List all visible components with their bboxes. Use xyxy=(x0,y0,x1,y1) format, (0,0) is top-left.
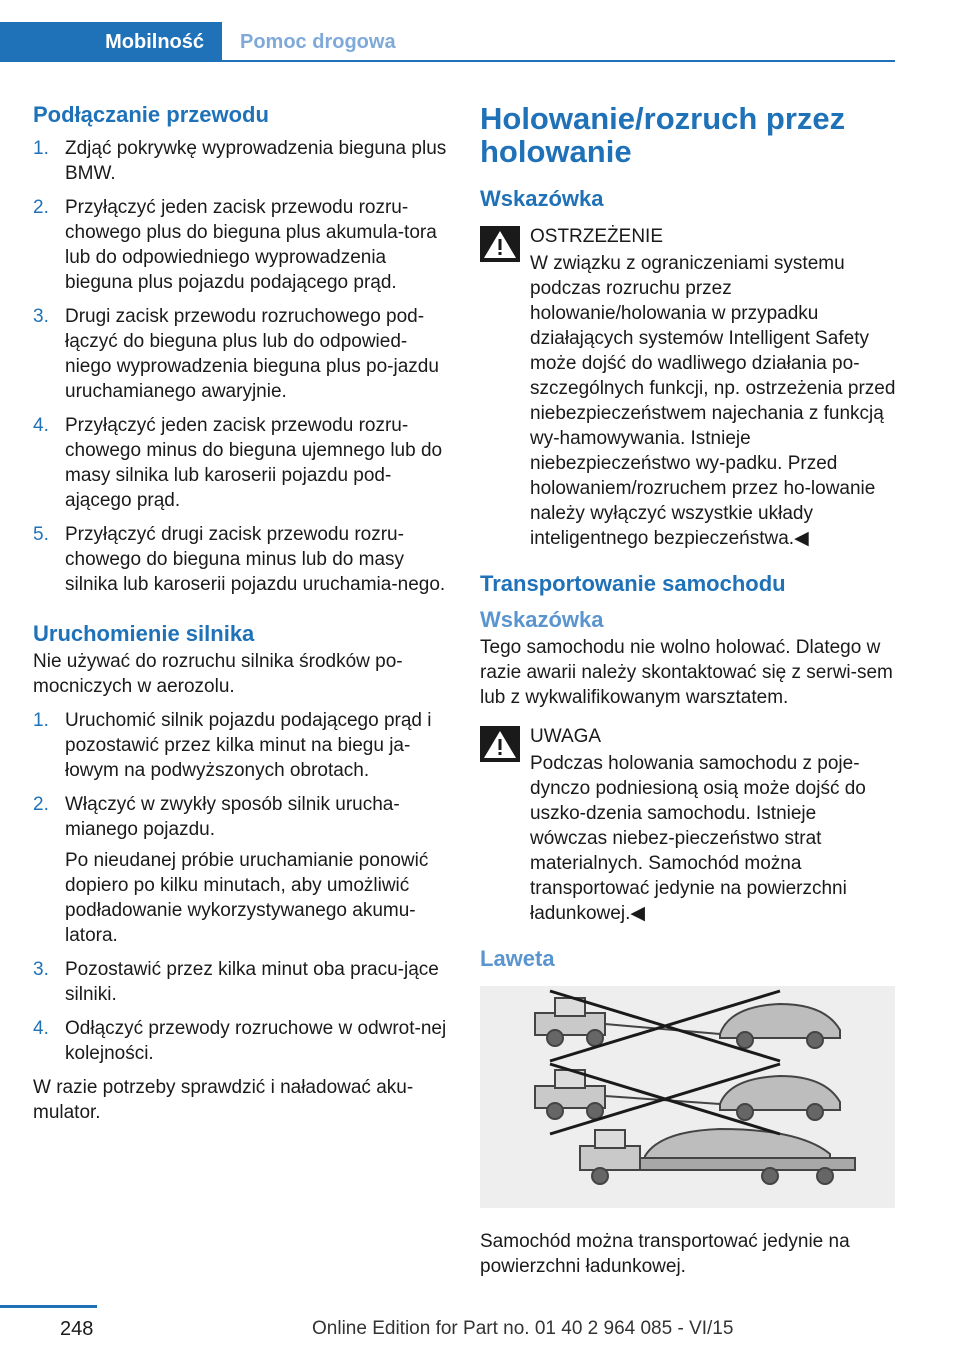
step-text: Włączyć w zwykły sposób silnik urucha-mianego pojazdu. xyxy=(65,794,400,840)
hint-text: Tego samochodu nie wolno holować. Dlatego w razie awarii należy skontaktować się z serwi-sem lub z wykwalifikowanym warsztatem. xyxy=(480,637,893,708)
step-number: 2. xyxy=(33,794,49,815)
warning-triangle-icon xyxy=(480,226,520,262)
list-item xyxy=(33,957,451,1007)
step-number: 4. xyxy=(33,415,49,436)
steps-list-2 xyxy=(33,708,451,1066)
footer-divider xyxy=(0,1305,97,1308)
warning-triangle-icon xyxy=(480,726,520,762)
step-text: Przyłączyć drugi zacisk przewodu rozru-chowego do bieguna minus lub do masy silnika lub karoserii pojazdu uruchamia-nego. xyxy=(65,524,446,595)
figure-caption: Samochód można transportować jedynie na powierzchni ładunkowej. xyxy=(480,1231,850,1277)
list-item xyxy=(33,136,451,186)
step-number: 4. xyxy=(33,1018,49,1039)
step-extra-text: Po nieudanej próbie uruchamianie ponowić dopiero po kilku minutach, aby umożliwić podładowanie wykorzystywanego akumu-latora. xyxy=(65,850,429,946)
section-intro: Nie używać do rozruchu silnika środków po-mocniczych w aerozolu. xyxy=(33,651,403,697)
tab-pomoc-drogowa[interactable]: Pomoc drogowa xyxy=(240,31,396,53)
tab-mobilnosc[interactable]: Mobilność xyxy=(0,22,222,62)
step-number: 1. xyxy=(33,138,49,159)
step-number: 3. xyxy=(33,959,49,980)
step-text: Przyłączyć jeden zacisk przewodu rozru-chowego minus do bieguna ujemnego lub do masy silnika lub karoserii pojazdu pod-ającego prąd. xyxy=(65,415,443,511)
hint-title: Wskazówka xyxy=(480,607,604,632)
page-title: Holowanie/rozruch przez holowanie xyxy=(480,101,846,169)
section-title-uruchomienie: Uruchomienie silnika xyxy=(33,621,255,646)
towing-illustration xyxy=(480,986,895,1208)
closing-text: W razie potrzeby sprawdzić i naładować aku-mulator. xyxy=(33,1077,414,1123)
warning-block xyxy=(480,724,898,926)
header-bar xyxy=(0,22,895,62)
warning-heading: OSTRZEŻENIE xyxy=(530,226,664,247)
left-column xyxy=(33,100,451,1134)
step-number: 3. xyxy=(33,306,49,327)
step-number: 5. xyxy=(33,524,49,545)
step-text: Odłączyć przewody rozruchowe w odwrot-nej kolejności. xyxy=(65,1018,447,1064)
list-item xyxy=(33,708,451,783)
warning-text: Podczas holowania samochodu z poje-dynczo podniesioną osią może dojść do uszko-dzenia samochodu. Istnieje wówczas niebez-pieczeństwo strat materialnych. Samochód można transportować jedynie na powierzchni ładunkowej.◀ xyxy=(530,753,866,924)
steps-list-1 xyxy=(33,136,451,597)
section-title-podlaczanie: Podłączanie przewodu xyxy=(33,102,269,127)
warning-block xyxy=(480,224,898,551)
step-text: Zdjąć pokrywkę wyprowadzenia bieguna plus BMW. xyxy=(65,138,447,184)
page-number: 248 xyxy=(60,1318,94,1340)
step-text: Uruchomić silnik pojazdu podającego prąd i pozostawić przez kilka minut na biegu ja-łowym na podwyższonych obrotach. xyxy=(65,710,432,781)
header-divider xyxy=(222,60,895,62)
list-item xyxy=(33,304,451,404)
list-item xyxy=(33,522,451,597)
step-text: Przyłączyć jeden zacisk przewodu rozru-chowego plus do bieguna plus akumula-tora lub do odpowiedniego wyprowadzenia bieguna plus pojazdu podającego prąd. xyxy=(65,197,437,293)
warning-heading: UWAGA xyxy=(530,726,602,747)
list-item xyxy=(33,195,451,295)
list-item xyxy=(33,792,451,948)
section-title-transport: Transportowanie samochodu xyxy=(480,571,786,596)
hint-title: Wskazówka xyxy=(480,186,604,211)
warning-text: W związku z ograniczeniami systemu podczas rozruchu przez holowanie/holowania w przypadku działających systemów Intelligent Safety może dojść do wadliwego działania po-szczególnych funkcji, np. ostrzeżenia przed niebezpieczeństwem najechania z funkcją wy-hamowywania. Istnieje niebezpieczeństwo wy-padku. Przed holowaniem/rozruchem przez ho-lowanie należy wyłączyć wszystkie układy inteligentnego bezpieczeństwa.◀ xyxy=(530,253,896,549)
edition-info: Online Edition for Part no. 01 40 2 964 085 - VI/15 xyxy=(312,1318,734,1339)
list-item xyxy=(33,413,451,513)
right-column xyxy=(480,100,898,1288)
section-title-laweta: Laweta xyxy=(480,946,555,971)
list-item xyxy=(33,1016,451,1066)
step-text: Pozostawić przez kilka minut oba pracu-jące silniki. xyxy=(65,959,439,1005)
step-text: Drugi zacisk przewodu rozruchowego pod-łączyć do bieguna plus lub do odpowied-niego wyprowadzenia bieguna plus po-jazdu uruchamianego awaryjnie. xyxy=(65,306,439,402)
step-number: 2. xyxy=(33,197,49,218)
step-number: 1. xyxy=(33,710,49,731)
